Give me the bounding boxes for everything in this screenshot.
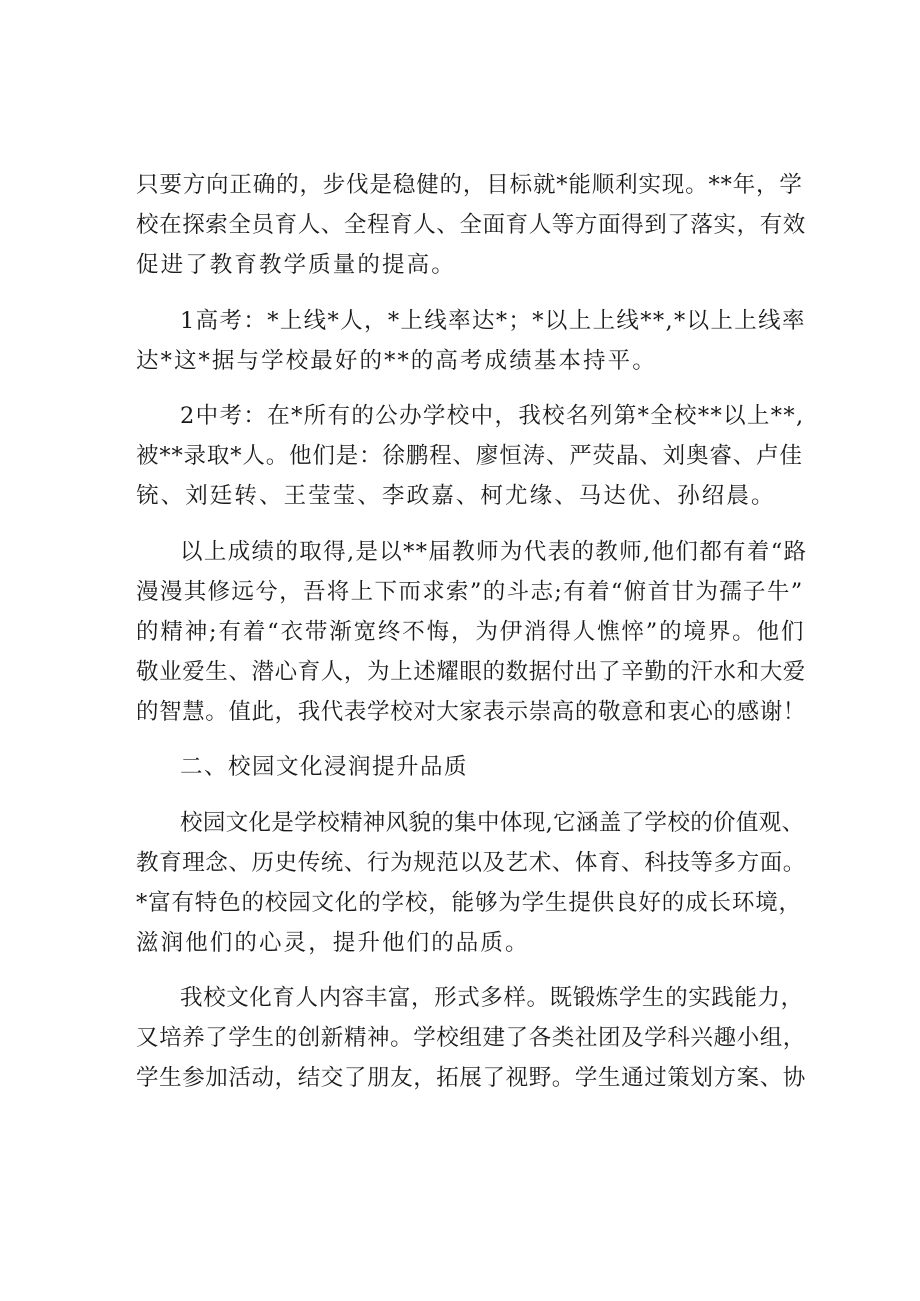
section-heading: 二、校园文化浸润提升品质 — [180, 754, 469, 780]
text-line: 校在探索全员育人、全程育人、全面育人等方面得到了落实，有效 — [136, 212, 806, 238]
text-line: 我校文化育人内容丰富，形式多样。既锻炼学生的实践能力， — [180, 985, 804, 1011]
text-line: 的精神;有着“衣带渐宽终不悔，为伊消得人憔悴”的境界。他们 — [136, 619, 806, 645]
text-line: 的智慧。值此，我代表学校对大家表示崇高的敬意和衷心的感谢！ — [136, 699, 806, 725]
text-line: *富有特色的校园文化的学校，能够为学生提供良好的成长环境， — [136, 890, 802, 916]
text-line: 铳、刘廷转、王莹莹、李政嘉、柯尤缘、马达优、孙绍晨。 — [136, 483, 776, 509]
text-line: 教育理念、历史传统、行为规范以及艺术、体育、科技等多方面。 — [136, 850, 806, 876]
text-line: 校园文化是学校精神风貌的集中体现,它涵盖了学校的价值观、 — [180, 810, 805, 836]
text-line: 又培养了学生的创新精神。学校组建了各类社团及学科兴趣小组， — [136, 1025, 806, 1051]
text-line: 被**录取*人。他们是：徐鹏程、廖恒涛、严荧晶、刘奥睿、卢佳 — [136, 443, 803, 469]
text-line: 以上成绩的取得,是以**届教师为代表的教师,他们都有着“路 — [180, 539, 808, 565]
text-line: 1高考：*上线*人，*上线率达*；*以上上线**,*以上上线率 — [180, 308, 806, 334]
text-line: 只要方向正确的，步伐是稳健的，目标就*能顺利实现。**年，学 — [136, 172, 803, 198]
text-line: 学生参加活动，结交了朋友，拓展了视野。学生通过策划方案、协 — [136, 1065, 806, 1091]
text-line: 达*这*据与学校最好的**的高考成绩基本持平。 — [136, 348, 657, 374]
text-line: 2中考：在*所有的公办学校中，我校名列第*全校**以上**, — [180, 403, 805, 429]
text-line: 漫漫其修远兮，吾将上下而求索”的斗志;有着“俯首甘为孺子牛” — [136, 579, 804, 605]
text-line: 滋润他们的心灵，提升他们的品质。 — [136, 930, 530, 956]
text-line: 敬业爱生、潜心育人，为上述耀眼的数据付出了辛勤的汗水和大爱 — [136, 659, 806, 685]
text-line: 促进了教育教学质量的提高。 — [136, 252, 456, 278]
